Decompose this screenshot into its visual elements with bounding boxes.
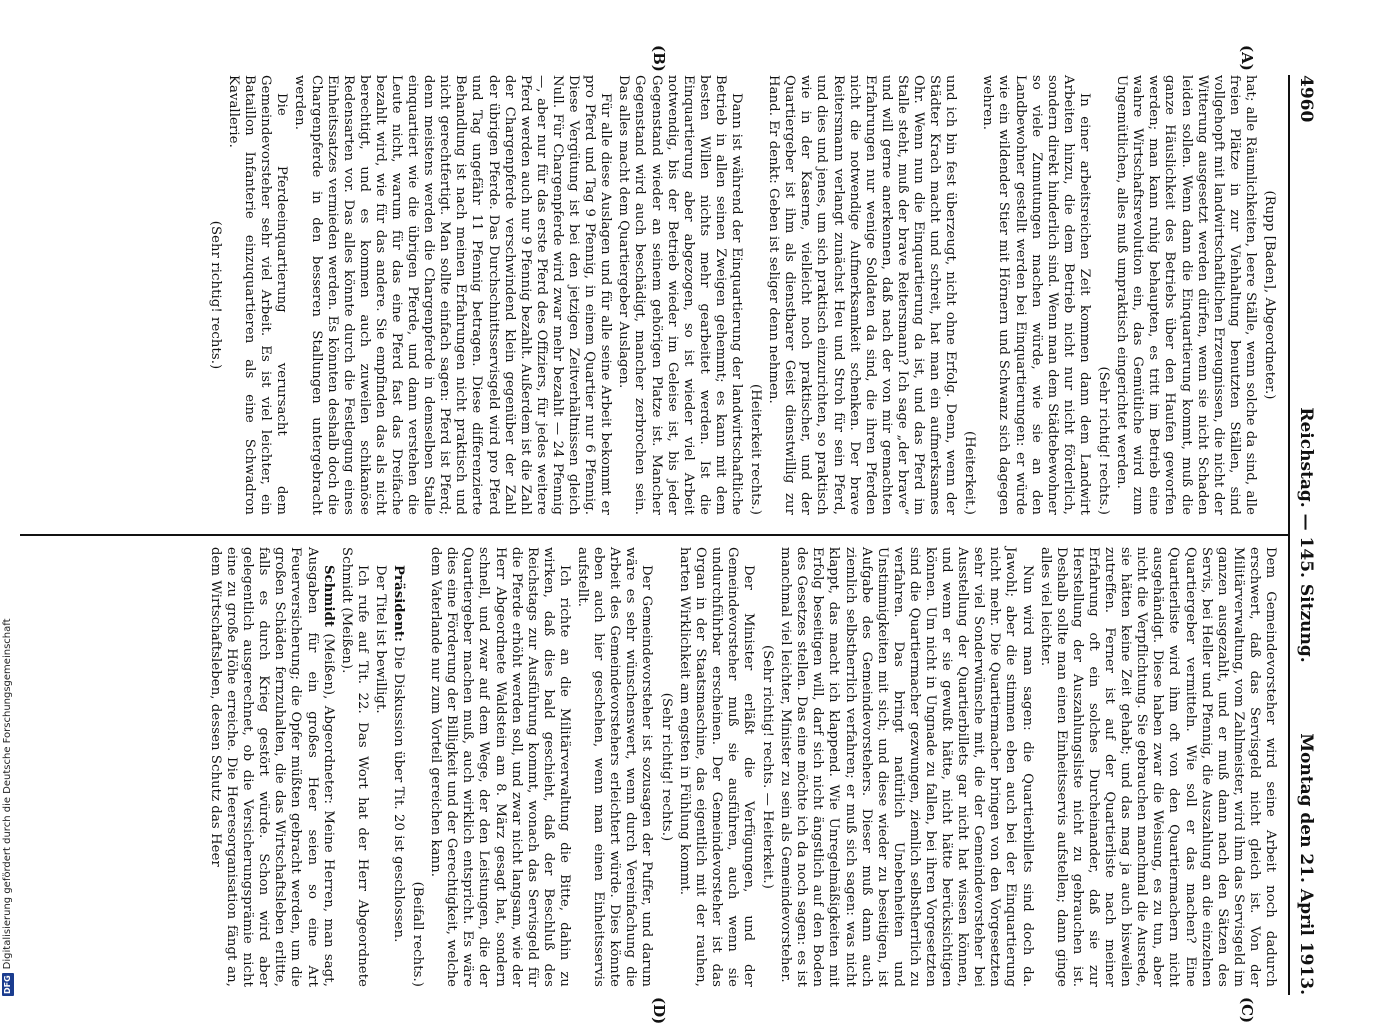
- paragraph: Dann ist während der Einquartierung der landwirtschaftliche Betrieb in allen seinen Zweigen gehemmt; es kann mit dem besten Willen nichts mehr gearbeitet werden. Ist die Einquartierung aber abgezogen, so ist wieder viel Arbeit notwendig, bis der Betrieb wieder im Geleise ist, bis jeder Gegenstand wieder an seinem gehörigen Platze ist. Mancher Gegenstand wird auch beschädigt, mancher zerbrochen sein. Das alles macht dem Quartiergeber Auslagen.: [616, 75, 744, 515]
- header-rule: [1288, 75, 1290, 995]
- margin-marker-c: (C): [1238, 997, 1256, 1024]
- left-column: [204, 75, 1278, 515]
- paragraph-text: Die Diskussion über Tit. 20 ist geschlossen.: [391, 642, 407, 943]
- interjection: (Sehr richtig! rechts. — Heiterkeit.): [760, 645, 776, 889]
- speaker-name: Schmidt: [320, 565, 336, 628]
- speaker-name: Präsident:: [391, 565, 407, 643]
- margin-marker-b: (B): [650, 45, 668, 72]
- page-number: 4960: [1296, 75, 1316, 123]
- paragraph: Der Minister erläßt die Verfügungen, und der Gemeindevorsteher muß sie ausführen, auch wenn sie undurchführbar erscheinen. Der Gemeindevorsteher ist das Organ in der Staatsmaschine, das eigentlich mit der rauhen, harten Wirklichkeit am engsten in Fühlung kommt.: [676, 547, 756, 987]
- paragraph: und ich bin fest überzeugt, nicht ohne Erfolg. Denn, wenn der Städter Krach macht und schreit, hat man ein aufmerksames Ohr. Wenn nun die Einquartierung da ist, und das Pferd im Stalle steht, muß der brave Reitersmann? Ich sage „der brave“ und will gerne anerkennen, daß nach der von mir gemachten Erfahrungen nur wenige Soldaten da sind, die ihren Pferden nicht die notwendige Aufmerksamkeit schenken. Der brave Reitersmann verlangt zunächst Heu und Stroh für sein Pferd, und dies und jenes, um sich praktisch einzurichten, so praktisch wie in der Kaserne, vielleicht noch praktischer, und der Quartiergeber ist ihm als dienstbarer Geist dienstwillig zur Hand. Er denkt: Geben ist seliger denn nehmen.: [766, 75, 959, 515]
- interjection: (Sehr richtig! rechts.): [1096, 366, 1112, 515]
- paragraph-text: (Meißen), Abgeordneter: Meine Herren, man sagt, Ausgaben für ein großes Heer seien so eine Art Feuerversicherung; die Opfer müßten gebracht werden, um die großen Schäden fernzuhalten, die das Wirtschaftsleben erlitte, falls es durch Krieg gestört würde. Schon wird aber gelegentlich ausgerechnet, ob die Versicherungsprämie nicht eine zu große Höhe erreiche. Die Heeresorganisation fängt an, dem Wirtschaftsleben, dessen Schutz das Heer: [208, 547, 336, 987]
- interjection: (Heiterkeit.): [962, 430, 978, 515]
- session-date: Montag den 21. April 1913.: [1296, 733, 1316, 995]
- interjection: (Sehr richtig! rechts.): [658, 692, 674, 842]
- interjection: (Sehr richtig! rechts.): [208, 220, 223, 370]
- paragraph: Für alle diese Auslagen und für alle seine Arbeit bekommt er pro Pferd und Tag 9 Pfennig, in einem Quartier nur 6 Pfennig. Diese Vergütung ist bei den jetzigen Zeitverhältnissen gleich Null. Für Chargenpferde wird zwar mehr bezahlt — 24 Pfennig —, aber nur für das erste Pferd des Offiziers, für jedes weitere Pferd werden auch nur 9 Pfennig bezahlt. Außerdem ist die Zahl der Chargenpferde verschwindend klein gegenüber der Zahl der übrigen Pferde. Das Durchschnittsservisgeld wird pro Pferd und Tag ungefähr 11 Pfennig betragen. Diese differenzierte Behandlung ist nach meinen Erfahrungen nicht praktisch und nicht gerechtfertigt. Man sollte einfach sagen: Pferd ist Pferd; denn meistens werden die Chargenpferde in demselben Stalle einquartiert wie die übrigen Pferde, und dann verstehen die Leute nicht, warum für das eine Pferd fast das Dreifache bezahlt wird, wie für das andere. Sie empfinden das als nicht berechtigt, und es kommen auch zuweilen schikanöse Redensarten vor. Das alles könnte durch die Festlegung eines Einheitssatzes vermieden werden. Es könnten deshalb doch die Chargenpferde in den besseren Stallungen untergebracht werden.: [292, 75, 614, 515]
- page-header: [1290, 75, 1318, 995]
- interjection: (Heiterkeit rechts.): [748, 384, 764, 515]
- speaker-line: (Rupp [Baden], Abgeordneter.): [1262, 190, 1277, 400]
- paragraph: Nun wird man sagen: die Quartierbillets sind doch da. Jawohl; aber die stimmen eben auch bei der Einquartierung nicht mehr. Die Quartiermacher bringen von den Vorgesetzten sehr viel Sonderwünsche mit, die der Gemeindevorsteher bei Ausstellung der Quartierbillets gar nicht hat wissen können, und wenn er sie gewußt hätte, nicht hätte berücksichtigen können. Um nicht in Ungnade zu fallen, bei ihren Vorgesetzten sind die Quartiermacher gezwungen, ziemlich selbstherrlich zu verfahren. Das bringt natürlich Unebenheiten und Unstimmigkeiten mit sich; und diese wieder zu beseitigen, ist Aufgabe des Gemeindevorstehers. Dieser muß dann auch ziemlich selbstherrlich verfahren; er muß sich sagen: was nicht klappt, das macht ich klappend. Wie Unregelmäßigkeiten mit Erfolg beseitigen will, darf sich nicht ängstlich auf den Boden des Gesetzes stellen. Das eine möchte ich da noch sagen: es ist manchmal viel leichter, Minister zu sein als Gemeindevorsteher.: [778, 547, 1035, 987]
- margin-marker-a: (A): [1238, 45, 1256, 71]
- paragraph: Die Pferdeeinquartierung verursacht dem Gemeindevorsteher sehr viel Arbeit. Es ist viel leichter, ein Bataillon Infanterie einzuquartieren als eine Schwadron Kavallerie.: [226, 75, 290, 515]
- paragraph: Der Titel ist bewilligt.: [372, 565, 388, 714]
- sidebar: [0, 0, 20, 1000]
- right-column: [205, 547, 1278, 987]
- paragraph: [207, 547, 336, 987]
- paragraph: hat; alle Räumlichkeiten, leere Ställe, wenn solche da sind, alle freien Plätze in zur Viehhaltung benutzten Ställen, sind vollgehopft mit landwirtschaftlichen Erzeugnissen, die nicht der Witterung ausgesetzt werden dürfen, wenn sie nicht Schaden leiden sollen. Wenn dann die Einquartierung kommt, muß die ganze Häuslichkeit des Betriebs über den Haufen geworfen werden; man kann ruhig behaupten, es tritt im Betrieb eine wahre Wirtschaftsrevolution ein, das Gemütliche wird zum Ungemütlichen, alles muß umpraktisch eingerichtet werden.: [1114, 75, 1258, 515]
- dfg-logo: DFG: [3, 975, 12, 994]
- margin-marker-d: (D): [650, 997, 668, 1024]
- session-title: Reichstag. — 145. Sitzung.: [1296, 407, 1316, 663]
- funding-notice: [0, 0, 16, 1000]
- paragraph: In einer arbeitsreichen Zeit kommen dann dem Landwirt Arbeiten hinzu, die dem Betrieb nicht nur nicht förderlich, sondern direkt hinderlich sind. Wenn man dem Städtebewohner so viele Zumutungen machen würde, wie sie an den Landbewohner gestellt werden bei Einquartierungen: er würde wie ein wildender Stier mit Hörnern und Schwanz sich dagegen wehren.: [980, 75, 1092, 515]
- paragraph: Ich rufe auf Tit. 22. Das Wort hat der Herr Abgeordnete Schmidt (Meißen).: [338, 547, 370, 987]
- rotated-document-page: [18, 45, 1318, 1024]
- paragraph: Dem Gemeindevorsteher wird seine Arbeit noch dadurch erschwert, daß das Servisgeld nicht gleich ist. Von der Militärverwaltung, vom Zahlmeister, wird ihm das Servisgeld im ganzen ausgezahlt, und er muß dann nach den Sätzen des Servis, bei Heller und Pfennig, die Auszahlung an die einzelnen Quartiergeber vermitteln. Wie soll er das machen? Eine Quartierliste wird ihm oft von den Quartiermachern nicht ausgehändigt. Diese haben zwar die Weisung, es zu tun, aber nicht die Verpflichtung. Sie gebrauchen manchmal die Ausrede, sie hätten keine Zeit gehabt; und das mag ja auch bisweilen zutreffen. Ferner ist auf der Quartierliste nach meiner Erfahrung oft ein solches Durcheinander, daß sie zur Herstellung der Auszahlungsliste nicht zu gebrauchen ist. Deshalb sollte man einen Einheitsservis aufstellen; dann ginge alles viel leichter.: [1037, 547, 1278, 987]
- paragraph: [390, 547, 406, 987]
- paragraph: Der Gemeindevorsteher ist sozusagen der Puffer, und darum wäre es sehr wünschenswert, wenn durch Vereinfachung die Arbeit des Gemeindevorstehers erleichtert würde. Dies könnte eben auch hier geschehen, wenn man einen Einheitsservis aufstellt.: [575, 547, 655, 987]
- paragraph: Ich richte an die Militärverwaltung die Bitte, dahin zu wirken, daß dies bald geschieht, daß der Beschluß des Reichstags zur Ausführung kommt, wonach das Servisgeld für die Pferde erhöht werden soll, und zwar nicht langsam, wie der Herr Abgeordnete Waldstein am 8. März gesagt hat, sondern schnell, und zwar auf dem Wege, der den Leistungen, die der Quartiergeber machen muß, auch wirklich entspricht. Es wäre dies eine Förderung der Billigkeit und der Gerechtigkeit, welche dem Vaterlande nur zum Vorteil gereichen kann.: [428, 547, 572, 987]
- funding-text: Digitalisierung gefördert durch die Deutsche Forschungsgemeinschaft: [2, 618, 13, 970]
- interjection: (Beifall rechts.): [410, 881, 426, 987]
